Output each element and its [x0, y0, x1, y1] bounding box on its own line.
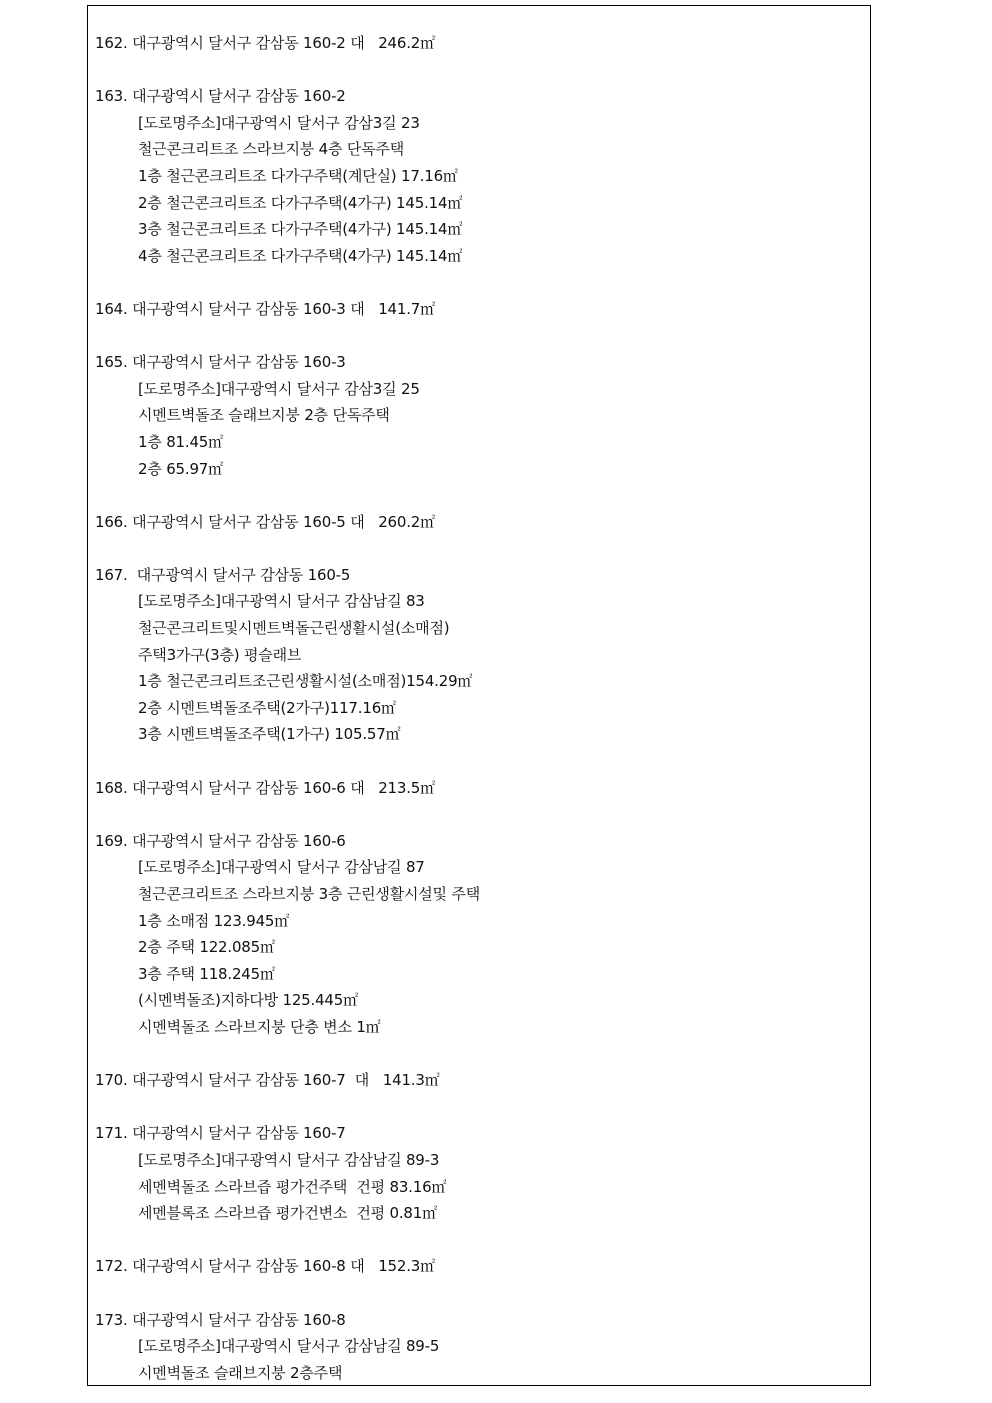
entry-heading: 162. 대구광역시 달서구 감삼동 160-2 대 246.2㎡	[95, 34, 435, 52]
entry-spacer	[95, 57, 870, 84]
entry-heading: 163. 대구광역시 달서구 감삼동 160-2	[95, 87, 346, 106]
property-list	[95, 30, 870, 1386]
entry-detail-line: 세멘블록조 스라브즙 평가건변소 건평 0.81㎡	[138, 1204, 437, 1223]
entry-detail-line: 철근콘크리트및시멘트벽돌근린생활시설(소매점)	[138, 619, 450, 638]
entry-detail-line: 2층 철근콘크리트조 다가구주택(4가구) 145.14㎡	[138, 193, 463, 212]
entry-heading: 166. 대구광역시 달서구 감삼동 160-5 대 260.2㎡	[95, 512, 435, 531]
property-entry	[95, 1067, 870, 1094]
entry-heading: 164. 대구광역시 달서구 감삼동 160-3 대 141.7㎡	[95, 299, 435, 318]
entry-heading: 171. 대구광역시 달서구 감삼동 160-7	[95, 1124, 346, 1143]
property-entry	[95, 349, 870, 482]
entry-detail-line: (시멘벽돌조)지하다방 125.445㎡	[138, 991, 358, 1010]
property-entry	[95, 828, 870, 1041]
entry-detail-line: 1층 철근콘크리트조 다가구주택(계단실) 17.16㎡	[138, 166, 458, 185]
entry-detail-line: [도로명주소]대구광역시 달서구 감삼3길 23	[138, 113, 420, 132]
property-entry	[95, 30, 870, 57]
property-entry	[95, 83, 870, 269]
entry-detail-line: [도로명주소]대구광역시 달서구 감삼남길 87	[138, 858, 425, 877]
entry-detail-line: 2층 시멘트벽돌조주택(2가구)117.16㎡	[138, 698, 396, 717]
entry-heading: 169. 대구광역시 달서구 감삼동 160-6	[95, 831, 346, 850]
entry-spacer	[95, 535, 870, 562]
entry-detail-line: 1층 81.45㎡	[138, 432, 223, 451]
entry-spacer	[95, 801, 870, 828]
entry-detail-line: [도로명주소]대구광역시 달서구 감삼3길 25	[138, 379, 420, 398]
entry-spacer	[95, 482, 870, 509]
property-entry	[95, 775, 870, 802]
entry-detail-line: 3층 주택 118.245㎡	[138, 964, 275, 983]
entry-spacer	[95, 748, 870, 775]
entry-detail-line: 3층 시멘트벽돌조주택(1가구) 105.57㎡	[138, 725, 401, 744]
entry-heading: 172. 대구광역시 달서구 감삼동 160-8 대 152.3㎡	[95, 1257, 435, 1276]
entry-detail-line: 시멘벽돌조 스라브지붕 단층 변소 1㎡	[138, 1017, 381, 1036]
property-entry	[95, 562, 870, 748]
entry-spacer	[95, 1280, 870, 1307]
entry-spacer	[95, 269, 870, 296]
entry-heading: 170. 대구광역시 달서구 감삼동 160-7 대 141.3㎡	[95, 1071, 440, 1090]
entry-spacer	[95, 1041, 870, 1068]
entry-heading: 165. 대구광역시 달서구 감삼동 160-3	[95, 353, 346, 372]
entry-detail-line: 1층 소매점 123.945㎡	[138, 911, 290, 930]
property-entry	[95, 509, 870, 536]
entry-detail-line: 3층 철근콘크리트조 다가구주택(4가구) 145.14㎡	[138, 220, 463, 239]
entry-detail-line: 2층 주택 122.085㎡	[138, 938, 275, 957]
property-entry	[95, 296, 870, 323]
entry-detail-line: 2층 65.97㎡	[138, 459, 223, 478]
entry-detail-line: 4층 철근콘크리트조 다가구주택(4가구) 145.14㎡	[138, 246, 463, 265]
property-entry	[95, 1120, 870, 1226]
entry-spacer	[95, 1227, 870, 1254]
entry-heading: 167. 대구광역시 달서구 감삼동 160-5	[95, 565, 351, 584]
entry-detail-line: 1층 철근콘크리트조근린생활시설(소매점)154.29㎡	[138, 672, 473, 691]
entry-detail-line: [도로명주소]대구광역시 달서구 감삼남길 83	[138, 592, 425, 611]
entry-heading: 173. 대구광역시 달서구 감삼동 160-8	[95, 1310, 346, 1329]
entry-detail-line: 철근콘크리트조 스라브지붕 4층 단독주택	[138, 140, 404, 159]
entry-detail-line: 시멘트벽돌조 슬래브지붕 2층 단독주택	[138, 406, 390, 425]
entry-spacer	[95, 323, 870, 350]
entry-detail-line: 주택3가구(3층) 평슬래브	[138, 645, 302, 664]
entry-detail-line: [도로명주소]대구광역시 달서구 감삼남길 89-5	[138, 1337, 440, 1356]
property-entry	[95, 1253, 870, 1280]
entry-spacer	[95, 1094, 870, 1121]
document-frame	[87, 5, 871, 1386]
entry-detail-line: 시멘벽돌조 슬래브지붕 2층주택	[138, 1363, 343, 1382]
property-entry	[95, 1307, 870, 1387]
entry-detail-line: 세멘벽돌조 스라브즙 평가건주택 건평 83.16㎡	[138, 1177, 447, 1196]
entry-heading: 168. 대구광역시 달서구 감삼동 160-6 대 213.5㎡	[95, 778, 435, 797]
entry-detail-line: [도로명주소]대구광역시 달서구 감삼남길 89-3	[138, 1150, 440, 1169]
entry-detail-line: 철근콘크리트조 스라브지붕 3층 근린생활시설및 주택	[138, 885, 480, 903]
